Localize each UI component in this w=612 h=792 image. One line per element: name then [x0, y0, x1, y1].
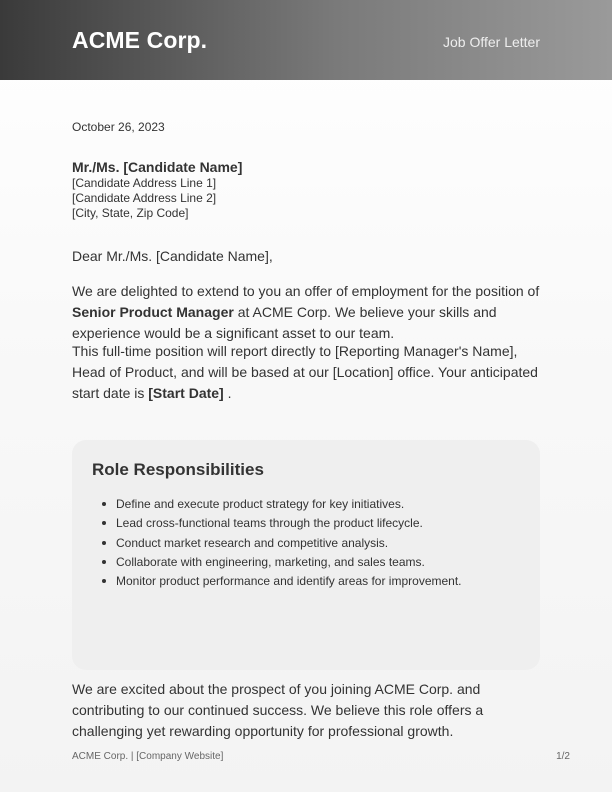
company-name: ACME Corp.: [72, 27, 208, 53]
address-line-1: [Candidate Address Line 1]: [72, 176, 217, 190]
recipient-block: [72, 158, 242, 221]
page-number: 1/2: [556, 751, 570, 762]
closing-paragraph: We are excited about the prospect of you joining ACME Corp. and contributing to our continued success. We believe this role offers a challenging yet rewarding opportunity for professional growth.: [72, 681, 484, 739]
list-item: Lead cross-functional teams through the product lifecycle.: [116, 515, 462, 534]
address-line-2: [Candidate Address Line 2]: [72, 191, 217, 205]
footer-company: ACME Corp. | [Company Website]: [72, 751, 224, 762]
responsibilities-title: Role Responsibilities: [92, 460, 264, 479]
list-item: Monitor product performance and identify areas for improvement.: [116, 573, 462, 592]
offer-paragraph: [72, 281, 542, 343]
offer-text-before: We are delighted to extend to you an offer of employment for the position of: [72, 283, 540, 299]
reporting-text-before: This full-time position will report directly to [Reporting Manager's Name], Head of Product, and will be based at our [Location] office. Your anticipated start date is: [72, 343, 538, 401]
position-title: Senior Product Manager: [72, 303, 234, 320]
document-type: Job Offer Letter: [442, 34, 540, 50]
list-item: Collaborate with engineering, marketing, and sales teams.: [116, 554, 462, 573]
responsibilities-list: [116, 496, 462, 592]
reporting-paragraph: [72, 341, 542, 403]
letterhead-banner: [0, 0, 612, 80]
list-item: Define and execute product strategy for key initiatives.: [116, 496, 462, 515]
offer-text-after: at ACME Corp. We believe your skills and experience would be a significant asset to our team.: [72, 303, 497, 341]
reporting-text-after: .: [223, 384, 232, 401]
start-date: [Start Date]: [148, 384, 224, 401]
responsibilities-panel: [72, 440, 540, 670]
salutation: Dear Mr./Ms. [Candidate Name],: [72, 248, 273, 264]
list-item: Conduct market research and competitive analysis.: [116, 535, 462, 554]
city-state-zip: [City, State, Zip Code]: [72, 206, 189, 220]
recipient-name: Mr./Ms. [Candidate Name]: [72, 159, 243, 175]
letter-date: October 26, 2023: [72, 120, 165, 134]
